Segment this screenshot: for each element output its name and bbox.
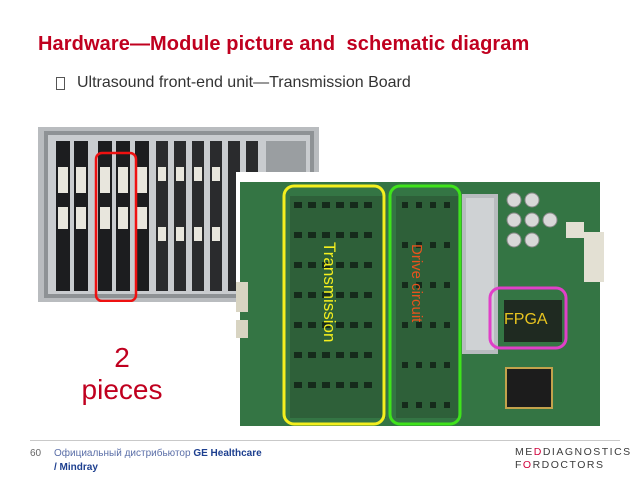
pieces-word: pieces (81, 374, 163, 405)
footer-divider (30, 440, 620, 441)
fpga-label: FPGA (504, 311, 548, 328)
pieces-count: 2 (114, 342, 130, 373)
distributor-prefix: Официальный дистрибьютор (54, 448, 194, 459)
meddiagnostics-logo: MEDDIAGNOSTICS FORDOCTORS (515, 446, 632, 471)
distributor-brand: GE Healthcare (193, 448, 262, 459)
transmission-label: Transmission (320, 242, 339, 343)
bullet-item (56, 74, 411, 92)
bullet-icon (56, 77, 65, 90)
slide-title: Hardware—Module picture and schematic diagram (38, 33, 530, 55)
distributor-line2: / Mindray (54, 462, 98, 473)
page-number: 60 (30, 448, 42, 459)
drive-circuit-label: Drive circuit (408, 244, 425, 323)
pieces-callout (72, 342, 172, 406)
transmission-board-photo (236, 172, 608, 428)
bullet-text: Ultrasound front-end unit—Transmission Board (77, 74, 411, 91)
distributor-text (54, 447, 262, 475)
